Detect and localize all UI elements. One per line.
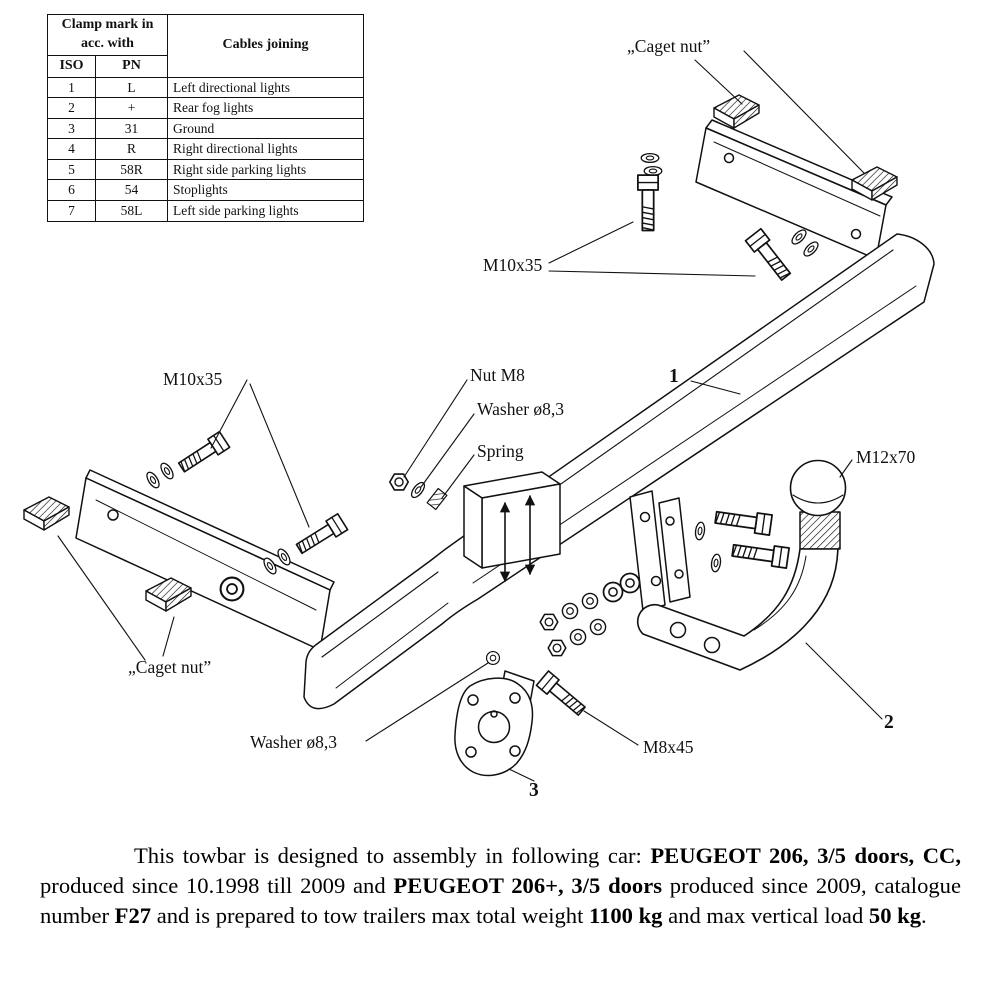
description-paragraph: [40, 841, 961, 930]
label-m8x45: M8x45: [643, 737, 694, 757]
table-header-clamp-mark: Clamp mark in acc. with: [48, 15, 168, 56]
table-row: [48, 139, 364, 160]
cell-cable: Stoplights: [168, 180, 364, 201]
paragraph-segment: 1100 kg: [589, 902, 663, 928]
label-m10x35-left: M10x35: [163, 369, 223, 389]
paragraph-segment: and is prepared to tow trailers max total weight: [151, 902, 590, 928]
paragraph-segment: F27: [114, 902, 152, 928]
cell-pn: L: [96, 77, 168, 98]
table-header-pn: PN: [96, 55, 168, 77]
cell-cable: Ground: [168, 118, 364, 139]
cell-pn: +: [96, 98, 168, 119]
cell-pn: 58L: [96, 201, 168, 222]
label-caget-nut-left: „Caget nut”: [128, 657, 212, 677]
caget-nut-left-1: [24, 497, 69, 530]
table-row: [48, 201, 364, 222]
paragraph-segment: and max vertical load: [662, 902, 869, 928]
paragraph-segment: This towbar is designed to assembly in following car:: [134, 843, 651, 868]
cables-joining-table: [47, 14, 364, 222]
label-washer-83-bottom: Washer ø8,3: [250, 732, 338, 752]
cell-cable: Left directional lights: [168, 77, 364, 98]
cell-cable: Right directional lights: [168, 139, 364, 160]
rear-bracket-left: [76, 470, 334, 650]
table-row: [48, 77, 364, 98]
table-row: [48, 98, 364, 119]
table-header-iso: ISO: [48, 55, 96, 77]
label-spring: Spring: [477, 441, 524, 461]
label-part-3: 3: [529, 780, 539, 801]
cell-iso: 3: [48, 118, 96, 139]
label-part-1: 1: [669, 366, 679, 387]
paragraph-segment: 50 kg: [868, 902, 921, 928]
paragraph-segment: PEUGEOT 206+, 3/5 doors: [393, 872, 663, 898]
paragraph-segment: PEUGEOT 206, 3/5 doors, CC,: [650, 843, 961, 868]
label-washer-83-mid: Washer ø8,3: [477, 399, 565, 419]
cell-pn: 58R: [96, 159, 168, 180]
towball-mount-plates: [630, 491, 789, 611]
label-caget-nut-top: „Caget nut”: [627, 36, 711, 56]
socket-plate: [455, 652, 588, 776]
cell-pn: R: [96, 139, 168, 160]
paragraph-segment: produced since 2009, catalogue number: [40, 872, 961, 928]
fastener-cluster: [540, 574, 639, 656]
cell-iso: 2: [48, 98, 96, 119]
cell-iso: 7: [48, 201, 96, 222]
table-row: [48, 118, 364, 139]
cell-cable: Rear fog lights: [168, 98, 364, 119]
paragraph-segment: produced since 10.1998 till 2009 and: [40, 872, 394, 898]
cell-iso: 1: [48, 77, 96, 98]
cell-cable: Left side parking lights: [168, 201, 364, 222]
cell-pn: 54: [96, 180, 168, 201]
table-header-cables-joining: Cables joining: [168, 15, 364, 78]
label-m12x70: M12x70: [856, 447, 916, 467]
table-row: [48, 159, 364, 180]
cell-iso: 6: [48, 180, 96, 201]
label-part-2: 2: [884, 712, 894, 733]
cell-iso: 4: [48, 139, 96, 160]
label-m10x35-top: M10x35: [483, 255, 543, 275]
cell-cable: Right side parking lights: [168, 159, 364, 180]
cell-iso: 5: [48, 159, 96, 180]
label-nut-m8: Nut M8: [470, 365, 525, 385]
nut-washer-spring-parts: [390, 474, 447, 509]
paragraph-segment: .: [921, 902, 927, 928]
cell-pn: 31: [96, 118, 168, 139]
table-row: [48, 180, 364, 201]
